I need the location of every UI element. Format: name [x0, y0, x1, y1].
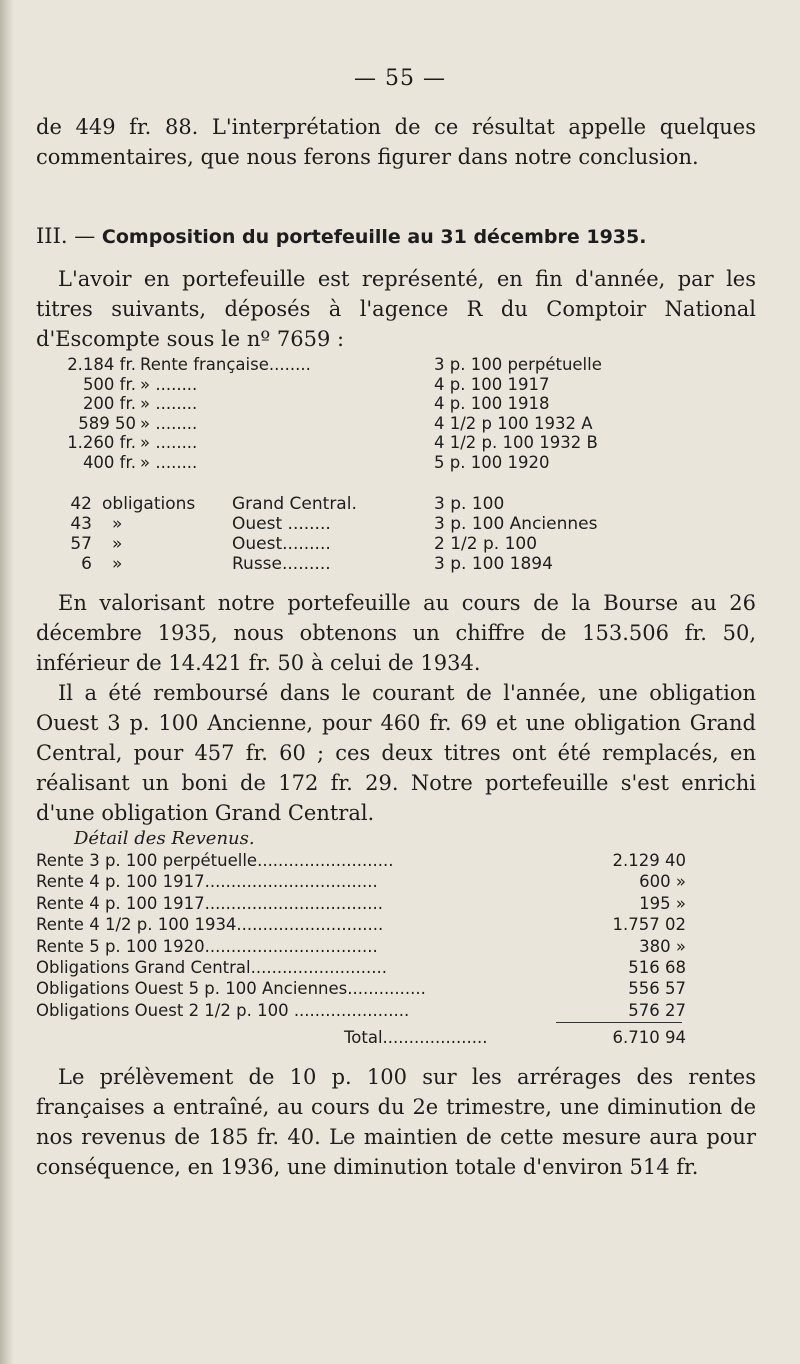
holding-row: [60, 375, 700, 395]
obligation-quantity: 43: [70, 514, 92, 534]
obligation-kind: obligations: [102, 494, 196, 514]
obligation-kind: »: [112, 554, 123, 574]
obligation-row: [60, 514, 700, 534]
obligation-rate: 3 p. 100: [434, 494, 505, 514]
rentes-holdings-table: [60, 355, 700, 472]
holding-rate: 4 p. 100 1917: [434, 374, 550, 394]
holding-row: [60, 355, 700, 375]
holding-description: » ........: [140, 413, 198, 433]
holding-description: » ........: [140, 433, 198, 452]
revenue-label: Rente 4 p. 100 1917..................................: [36, 893, 383, 913]
holding-description: » ........: [140, 452, 198, 472]
obligation-row: [60, 534, 700, 554]
obligation-quantity: 57: [70, 534, 92, 554]
revenue-label: Obligations Grand Central..........................: [36, 957, 387, 977]
revenue-label: Obligations Ouest 5 p. 100 Anciennes...............: [36, 979, 426, 999]
obligation-rate: 2 1/2 p. 100: [434, 534, 538, 554]
revenue-label: Rente 4 p. 100 1917.................................: [36, 872, 378, 892]
revenue-value: 516 68: [628, 957, 686, 977]
obligation-name: Russe.........: [232, 554, 331, 574]
revenue-row: [36, 850, 686, 871]
holding-description: Rente française........: [140, 355, 311, 374]
holding-row: [60, 394, 700, 414]
obligation-rate: 3 p. 100 1894: [434, 554, 553, 574]
section-heading: [36, 224, 756, 248]
revenue-row: [36, 914, 686, 935]
revenue-label: Rente 4 1/2 p. 100 1934............................: [36, 915, 384, 935]
holding-amount: 400 fr.: [82, 452, 136, 472]
revenue-row: [36, 936, 686, 957]
holding-rate: 3 p. 100 perpétuelle: [434, 355, 602, 374]
holding-amount: 589 50: [78, 413, 136, 433]
total-rule-divider: [556, 1022, 682, 1023]
revenue-value: 1.757 02: [612, 915, 686, 935]
obligation-quantity: 6: [81, 554, 92, 574]
obligations-holdings-table: [60, 494, 700, 574]
redemption-paragraph: Il a été remboursé dans le courant de l'année, une obligation Ouest 3 p. 100 Ancienne, pour 460 fr. 69 et une obligation Grand Central, pour 457 fr. 60 ; ces deux titres ont été remplacés, en réalisant un boni de 172 fr. 29. Notre portefeuille s'est enrichi d'une obligation Grand Central.: [36, 681, 756, 825]
holding-rate: 4 1/2 p 100 1932 A: [434, 413, 593, 433]
revenue-value: 600 »: [639, 872, 686, 892]
revenue-total-label: Total....................: [344, 1028, 488, 1048]
holding-description: » ........: [140, 394, 198, 413]
intro-paragraph: de 449 fr. 88. L'interprétation de ce résultat appelle quelques commentaires, que nous ferons figurer dans notre conclusion.: [36, 115, 756, 169]
revenue-total-value: 6.710 94: [612, 1028, 686, 1048]
obligation-name: Grand Central.: [232, 494, 357, 514]
obligation-kind: »: [112, 514, 123, 534]
closing-paragraph: Le prélèvement de 10 p. 100 sur les arrérages des rentes françaises a entraîné, au cours du 2e trimestre, une diminution de nos revenus de 185 fr. 40. Le maintien de cette mesure aura pour conséquence, en 1936, une diminution totale d'environ 514 fr.: [36, 1065, 756, 1179]
revenue-row: [36, 871, 686, 892]
revenue-row: [36, 1000, 686, 1021]
revenue-label: Obligations Ouest 2 1/2 p. 100 ......................: [36, 1000, 410, 1020]
valuation-paragraph: En valorisant notre portefeuille au cours de la Bourse au 26 décembre 1935, nous obtenons un chiffre de 153.506 fr. 50, inférieur de 14.421 fr. 50 à celui de 1934.: [36, 591, 756, 675]
page-number: — 55 —: [354, 66, 446, 91]
holding-row: [60, 453, 700, 473]
holding-row: [60, 433, 700, 453]
section-title: Composition du portefeuille au 31 décembre 1935.: [101, 226, 647, 248]
obligation-name: Ouest ........: [232, 514, 331, 534]
revenue-label: Rente 5 p. 100 1920.................................: [36, 936, 378, 956]
revenue-total-row: [36, 1027, 686, 1048]
holding-rate: 4 1/2 p. 100 1932 B: [434, 433, 598, 452]
obligation-row: [60, 554, 700, 574]
revenue-value: 195 »: [639, 893, 686, 913]
holding-description: » ........: [140, 374, 198, 394]
revenue-row: [36, 957, 686, 978]
revenue-row: [36, 893, 686, 914]
holding-amount: 2.184 fr.: [67, 355, 136, 374]
revenue-section-title: Détail des Revenus.: [74, 828, 255, 849]
holding-rate: 4 p. 100 1918: [434, 394, 550, 413]
holding-row: [60, 414, 700, 434]
obligation-quantity: 42: [70, 494, 92, 514]
revenue-table: [36, 850, 686, 1049]
portfolio-intro-paragraph: L'avoir en portefeuille est représenté, en fin d'année, par les titres suivants, déposés à l'agence R du Comptoir National d'Escompte sous le nº 7659 :: [36, 267, 756, 351]
obligation-rate: 3 p. 100 Anciennes: [434, 514, 598, 534]
revenue-value: 380 »: [639, 936, 686, 956]
page-edge-shadow: [0, 0, 14, 1364]
obligation-row: [60, 494, 700, 514]
revenue-row: [36, 978, 686, 999]
holding-amount: 500 fr.: [82, 374, 136, 394]
revenue-value: 2.129 40: [612, 851, 686, 870]
section-number: III. —: [36, 224, 102, 248]
obligation-kind: »: [112, 534, 123, 554]
holding-amount: 1.260 fr.: [67, 433, 136, 452]
revenue-value: 556 57: [628, 979, 686, 999]
revenue-value: 576 27: [628, 1000, 686, 1020]
holding-amount: 200 fr.: [82, 394, 136, 413]
obligation-name: Ouest.........: [232, 534, 331, 554]
holding-rate: 5 p. 100 1920: [434, 452, 550, 472]
revenue-label: Rente 3 p. 100 perpétuelle..........................: [36, 851, 394, 870]
